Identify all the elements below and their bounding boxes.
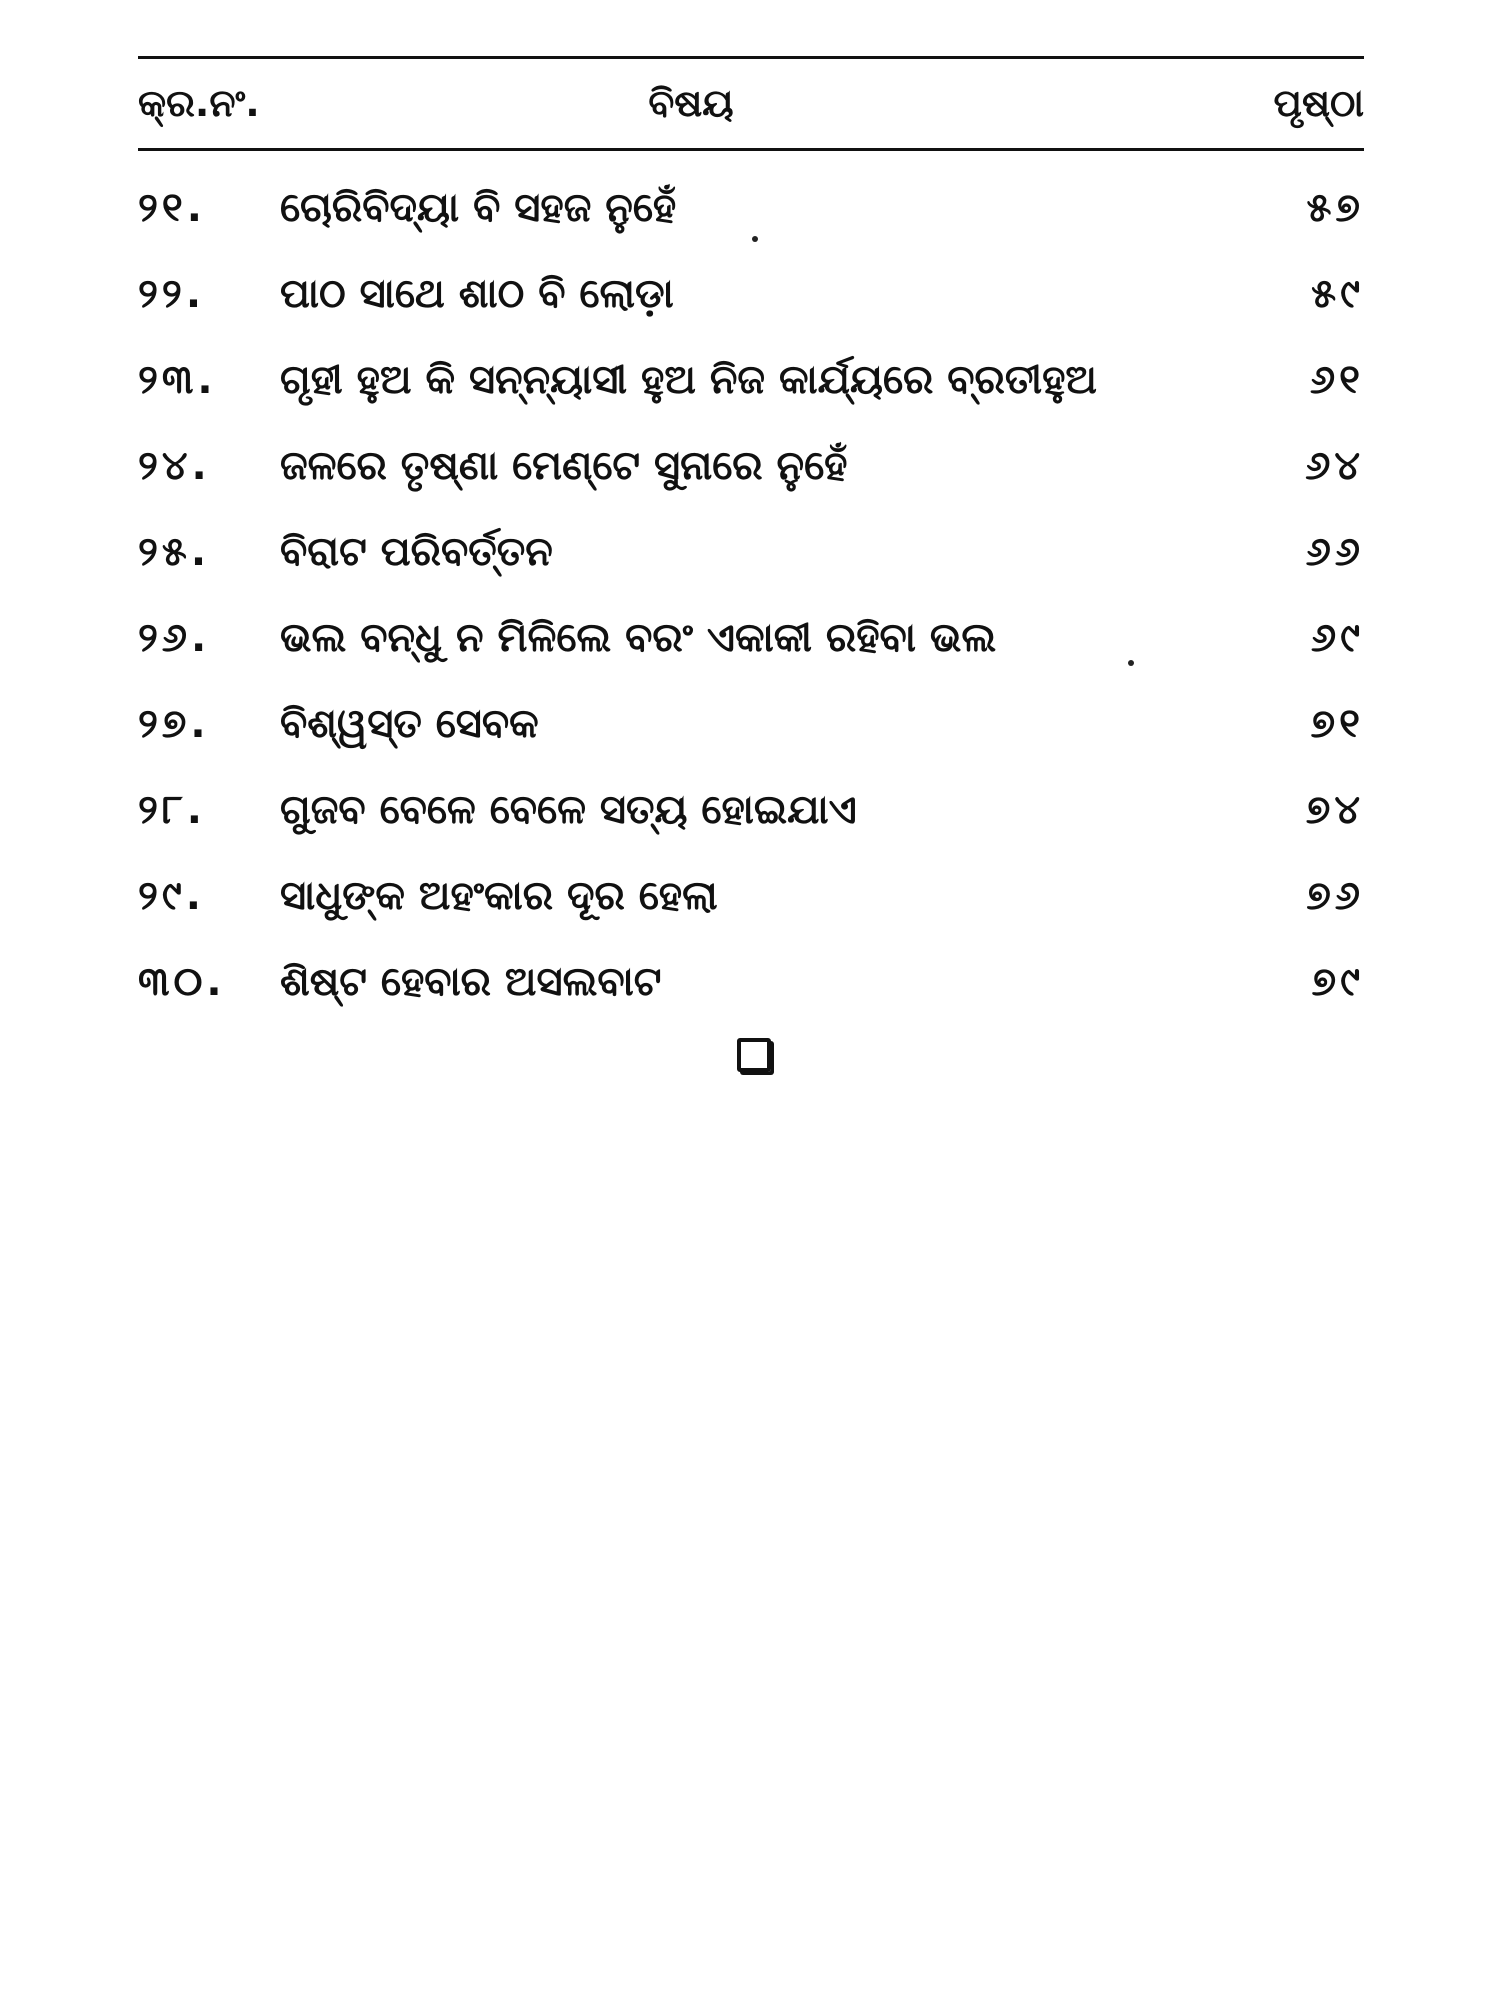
entry-page: ୭୬ [1306, 873, 1364, 919]
entry-page: ୫୭ [1306, 185, 1364, 231]
toc-row [138, 939, 1364, 1025]
entry-title: ବିଶ୍ୱସ୍ତ ସେବକ [280, 701, 539, 747]
entry-number: ୨୬. [138, 615, 211, 661]
entry-page: ୫୯ [1311, 271, 1364, 317]
toc-header [138, 59, 1364, 148]
toc-row [138, 165, 1364, 251]
toc-row [138, 595, 1364, 681]
header-number: କ୍ର.ନଂ. [138, 81, 260, 125]
print-speck [752, 236, 758, 242]
entry-title: ଶିଷ୍ଟ ହେବାର ଅସଲବାଟ [280, 959, 662, 1005]
toc-row [138, 509, 1364, 595]
entry-number: ୨୪. [138, 443, 211, 489]
toc-row [138, 423, 1364, 509]
print-speck [1128, 660, 1134, 666]
entry-number: ୨୩. [138, 357, 217, 403]
entry-title: ଭଲ ବନ୍ଧୁ ନ ମିଳିଲେ ବରଂ ଏକାକୀ ରହିବା ଭଲ [280, 615, 997, 661]
toc-row [138, 853, 1364, 939]
entry-page: ୭୯ [1311, 959, 1364, 1005]
table-of-contents [138, 56, 1364, 1025]
end-square-icon [737, 1038, 771, 1072]
toc-row [138, 767, 1364, 853]
entry-title: ଗୁଜବ ବେଳେ ବେଳେ ସତ୍ୟ ହୋଇଯାଏ [280, 787, 857, 833]
toc-row [138, 681, 1364, 767]
entry-number: ୨୧. [138, 185, 206, 231]
entry-number: ୨୫. [138, 529, 211, 575]
toc-rows [138, 165, 1364, 1025]
entry-title: ପାଠ ସାଥେ ଶାଠ ବି ଲୋଡ଼ା [280, 271, 674, 317]
entry-page: ୭୪ [1305, 787, 1364, 833]
entry-page: ୬୪ [1305, 443, 1364, 489]
entry-number: ୨୮. [138, 787, 206, 833]
entry-title: ସାଧୁଙ୍କ ଅହଂକାର ଦୂର ହେଲା [280, 873, 718, 919]
entry-page: ୬୬ [1305, 529, 1364, 575]
entry-page: ୬୯ [1311, 615, 1364, 661]
entry-number: ୨୯. [138, 873, 205, 919]
header-subject: ବିଷୟ [648, 81, 734, 125]
toc-row [138, 337, 1364, 423]
entry-title: ଜଳରେ ତୃଷ୍ଣା ମେଣ୍ଟେ ସୁନାରେ ନୁହେଁ [280, 443, 848, 489]
entry-number: ୩୦. [138, 959, 226, 1005]
entry-page: ୭୧ [1310, 701, 1364, 747]
toc-row [138, 251, 1364, 337]
header-page: ପୃଷ୍ଠା [1273, 81, 1364, 125]
entry-title: ଚୋରିବିଦ୍ୟା ବି ସହଜ ନୁହେଁ [280, 185, 677, 231]
entry-page: ୬୧ [1310, 357, 1364, 403]
entry-title: ଗୃହୀ ହୁଅ କି ସନ୍ନ୍ୟାସୀ ହୁଅ ନିଜ କାର୍ଯ୍ୟରେ ବ୍ରତୀହୁଅ [280, 357, 1097, 403]
entry-number: ୨୨. [138, 271, 206, 317]
entry-title: ବିରାଟ ପରିବର୍ତ୍ତନ [280, 529, 553, 575]
entry-number: ୨୭. [138, 701, 210, 747]
header-rule [138, 148, 1364, 151]
